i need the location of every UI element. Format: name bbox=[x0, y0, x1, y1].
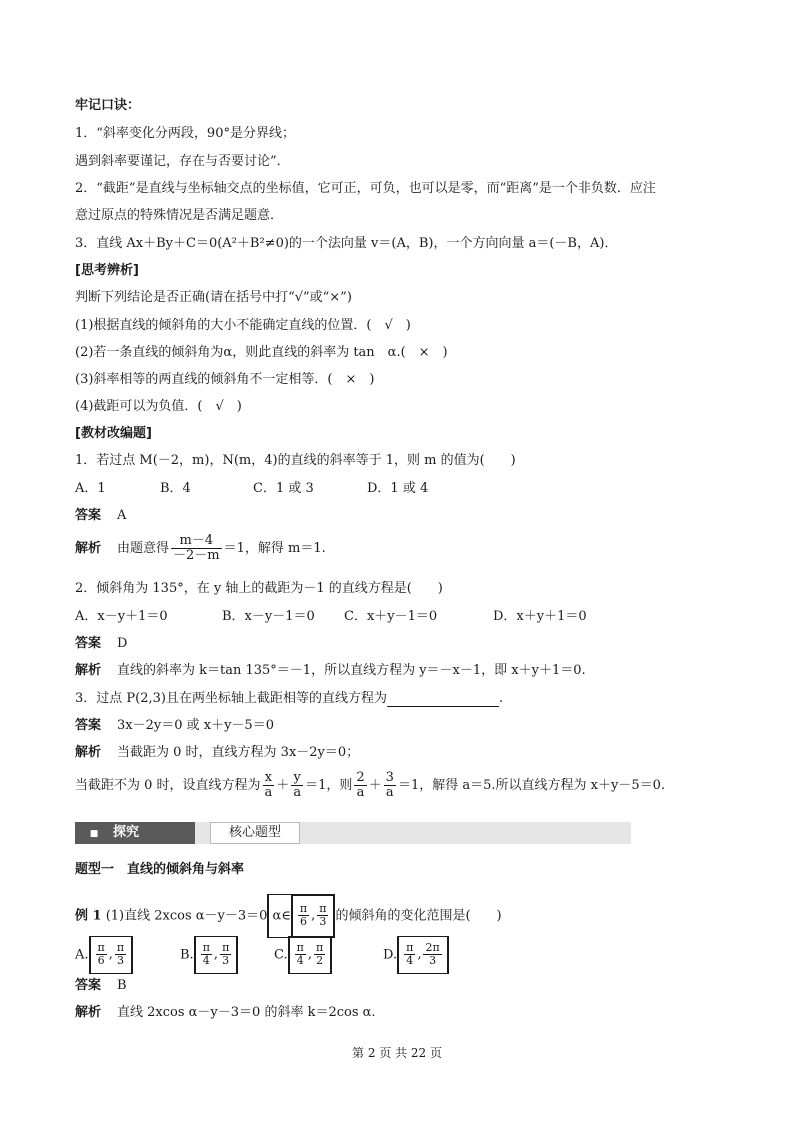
mnemonic-line-2: 遇到斜率要谨记，存在与否要讨论”． bbox=[75, 154, 290, 169]
fraction bbox=[263, 771, 275, 800]
think-item: (2)若一条直线的倾斜角为α，则此直线的斜率为 tan α.( × ) bbox=[75, 345, 448, 360]
answer-label: 答案 bbox=[75, 636, 102, 651]
fraction-denominator: 3 bbox=[429, 954, 437, 967]
section-header-bar bbox=[75, 822, 631, 844]
analysis-text: ＋ bbox=[368, 778, 382, 793]
analysis-text: 直线 2xcos α－y－3＝0 的斜率 k＝2cos α. bbox=[117, 1005, 376, 1020]
fraction bbox=[291, 771, 303, 800]
example1-option-a bbox=[75, 936, 133, 974]
think-item: (4)截距可以为负值．( √ ) bbox=[75, 399, 242, 414]
analysis-label: 解析 bbox=[75, 1005, 102, 1020]
option-label: D. bbox=[383, 947, 398, 963]
section-subtitle: 核心题型 bbox=[210, 822, 300, 844]
fraction bbox=[384, 771, 396, 800]
option-label: C. bbox=[274, 947, 288, 963]
example1-answer bbox=[75, 978, 127, 994]
answer-label: 答案 bbox=[75, 508, 102, 523]
q2-option-c: C．x＋y－1＝0 bbox=[344, 609, 438, 624]
page-footer: 第 2 页 共 22 页 bbox=[352, 1046, 442, 1060]
answer-value: 3x－2y＝0 或 x＋y－5＝0 bbox=[117, 718, 274, 733]
q3-answer bbox=[75, 718, 274, 734]
question-text: 3．过点 P(2,3)且在两坐标轴上截距相等的直线方程为 bbox=[75, 691, 387, 706]
fraction bbox=[404, 942, 415, 967]
fraction-numerator: π bbox=[296, 941, 304, 954]
fraction-denominator: 3 bbox=[222, 954, 230, 967]
fraction bbox=[295, 942, 306, 967]
example1-option-d bbox=[383, 936, 449, 974]
q1-option-c: C．1 或 3 bbox=[253, 481, 314, 496]
mnemonic-line-3a: 2．“截距”是直线与坐标轴交点的坐标值，它可正，可负，也可以是零，而“距离”是一个非负数．应注 bbox=[75, 181, 656, 196]
fraction-denominator: －2－m bbox=[173, 548, 220, 563]
think-intro: 判断下列结论是否正确(请在括号中打“√”或“×”) bbox=[75, 290, 352, 305]
fraction-numerator: 2 bbox=[356, 770, 365, 785]
example1-option-c bbox=[274, 936, 332, 974]
think-item: (1)根据直线的倾斜角的大小不能确定直线的位置．( √ ) bbox=[75, 318, 411, 333]
fraction-numerator: x bbox=[263, 771, 275, 786]
fraction bbox=[317, 903, 328, 928]
q2-option-a: A．x－y＋1＝0 bbox=[75, 609, 168, 624]
analysis-label: 解析 bbox=[75, 745, 102, 760]
q2-answer bbox=[75, 636, 127, 652]
q2-option-d: D．x＋y＋1＝0 bbox=[493, 609, 587, 624]
think-item: (3)斜率相等的两直线的倾斜角不一定相等．( × ) bbox=[75, 372, 375, 387]
square-bullet-icon: ■ bbox=[89, 829, 99, 839]
analysis-text: ＝1，解得 m＝1. bbox=[223, 541, 326, 556]
fraction-numerator: π bbox=[202, 941, 210, 954]
answer-value: A bbox=[117, 508, 127, 523]
answer-value: D bbox=[117, 636, 128, 651]
fraction-numerator: π bbox=[222, 941, 230, 954]
fraction-denominator: 4 bbox=[406, 954, 414, 967]
fraction-numerator: π bbox=[406, 941, 414, 954]
fraction bbox=[115, 942, 126, 967]
answer-label: 答案 bbox=[75, 978, 102, 993]
example1-option-b bbox=[180, 936, 238, 974]
q3-stem bbox=[75, 691, 503, 707]
fraction bbox=[96, 942, 107, 967]
fraction-numerator: m－4 bbox=[171, 534, 222, 549]
section-header-dark bbox=[75, 822, 195, 844]
example-label: 例 1 bbox=[75, 908, 102, 924]
mnemonic-line-1: 1．“斜率变化分两段，90°是分界线； bbox=[75, 126, 295, 141]
fraction-denominator: a bbox=[356, 785, 365, 800]
example1-stem bbox=[75, 894, 502, 938]
q2-analysis bbox=[75, 663, 586, 679]
q3-analysis-2 bbox=[75, 768, 665, 804]
interval: $\frac{\pi}{6}$ , $\frac{\pi}{3}$ bbox=[89, 936, 134, 974]
fraction-denominator: a bbox=[385, 785, 394, 800]
mnemonic-line-3b: 意过原点的特殊情况是否满足题意． bbox=[75, 208, 284, 223]
fraction bbox=[298, 903, 309, 928]
interval: $\frac{\pi}{4}$ , $\frac{2\pi}{3}$ bbox=[397, 936, 449, 974]
interval: $\frac{\pi}{6}$ , $\frac{\pi}{3}$ bbox=[291, 895, 336, 937]
option-label: B. bbox=[180, 947, 194, 963]
fraction-numerator: π bbox=[116, 941, 125, 954]
q1-option-a: A．1 bbox=[75, 481, 106, 496]
q1-answer bbox=[75, 508, 126, 524]
interval: $\frac{\pi}{4}$ , $\frac{\pi}{3}$ bbox=[194, 936, 239, 974]
interval: $\frac{\pi}{4}$ , $\frac{\pi}{2}$ bbox=[288, 936, 333, 974]
mnemonic-title: 牢记口诀： bbox=[75, 98, 141, 113]
example-text: α∈ bbox=[272, 908, 291, 924]
answer-label: 答案 bbox=[75, 718, 102, 733]
q3-analysis bbox=[75, 745, 359, 761]
q1-analysis bbox=[75, 534, 326, 564]
analysis-text: ＋ bbox=[276, 778, 290, 793]
analysis-text: ＝1，则 bbox=[305, 778, 353, 793]
answer-blank bbox=[387, 692, 499, 707]
fraction-numerator: 2π bbox=[425, 941, 440, 954]
example-text: 的倾斜角的变化范围是( ) bbox=[335, 908, 502, 924]
fraction-denominator: a bbox=[264, 785, 273, 800]
fraction-denominator: 6 bbox=[299, 915, 307, 928]
analysis-text: 当截距为 0 时，直线方程为 3x－2y＝0； bbox=[117, 745, 360, 760]
analysis-label: 解析 bbox=[75, 663, 102, 678]
q1-option-d: D．1 或 4 bbox=[367, 481, 429, 496]
fraction-numerator: π bbox=[316, 941, 324, 954]
fraction-numerator: π bbox=[319, 902, 327, 915]
option-label: A. bbox=[75, 947, 89, 963]
analysis-text: 直线的斜率为 k＝tan 135°＝－1，所以直线方程为 y＝－x－1，即 x＋y＋1＝0. bbox=[117, 663, 586, 678]
q2-option-b: B．x－y－1＝0 bbox=[222, 609, 315, 624]
paren-open bbox=[267, 894, 335, 938]
q1-stem: 1．若过点 M(－2，m)，N(m，4)的直线的斜率等于 1，则 m 的值为( ) bbox=[75, 453, 516, 468]
fraction bbox=[354, 771, 366, 800]
answer-value: B bbox=[117, 978, 127, 993]
fraction-numerator: π bbox=[97, 941, 105, 954]
fraction-denominator: a bbox=[293, 785, 302, 800]
fraction bbox=[171, 534, 222, 563]
fraction-denominator: 4 bbox=[296, 954, 304, 967]
textbook-title: [教材改编题] bbox=[75, 426, 152, 441]
q1-option-b: B．4 bbox=[160, 481, 191, 496]
analysis-text: ＝1，解得 a＝5.所以直线方程为 x＋y－5＝0. bbox=[397, 778, 665, 793]
type1-title: 题型一 直线的倾斜角与斜率 bbox=[75, 862, 245, 877]
fraction-numerator: y bbox=[291, 771, 303, 786]
fraction bbox=[201, 942, 212, 967]
fraction-denominator: 4 bbox=[202, 954, 210, 967]
fraction-numerator: 3 bbox=[385, 770, 394, 785]
example1-analysis bbox=[75, 1005, 376, 1021]
analysis-text: 由题意得 bbox=[117, 541, 170, 556]
analysis-label: 解析 bbox=[75, 541, 102, 556]
analysis-text: 当截距不为 0 时，设直线方程为 bbox=[75, 778, 261, 793]
mnemonic-line-4: 3．直线 Ax＋By＋C＝0(A²＋B²≠0)的一个法向量 v＝(A，B)，一个方向向量 a＝(－B，A)． bbox=[75, 236, 618, 251]
fraction-denominator: 3 bbox=[319, 915, 327, 928]
question-text: . bbox=[498, 691, 504, 706]
fraction bbox=[314, 942, 325, 967]
section-title: 探究 bbox=[113, 825, 140, 840]
think-title: [思考辨析] bbox=[75, 263, 139, 278]
fraction-denominator: 6 bbox=[97, 954, 105, 967]
example-text: (1)直线 2xcos α－y－3＝0 bbox=[105, 908, 268, 924]
fraction-numerator: π bbox=[299, 902, 308, 915]
q2-stem: 2．倾斜角为 135°，在 y 轴上的截距为－1 的直线方程是( ) bbox=[75, 581, 443, 596]
fraction bbox=[220, 942, 231, 967]
fraction bbox=[423, 942, 441, 967]
fraction-denominator: 3 bbox=[117, 954, 125, 967]
fraction-denominator: 2 bbox=[316, 954, 324, 967]
